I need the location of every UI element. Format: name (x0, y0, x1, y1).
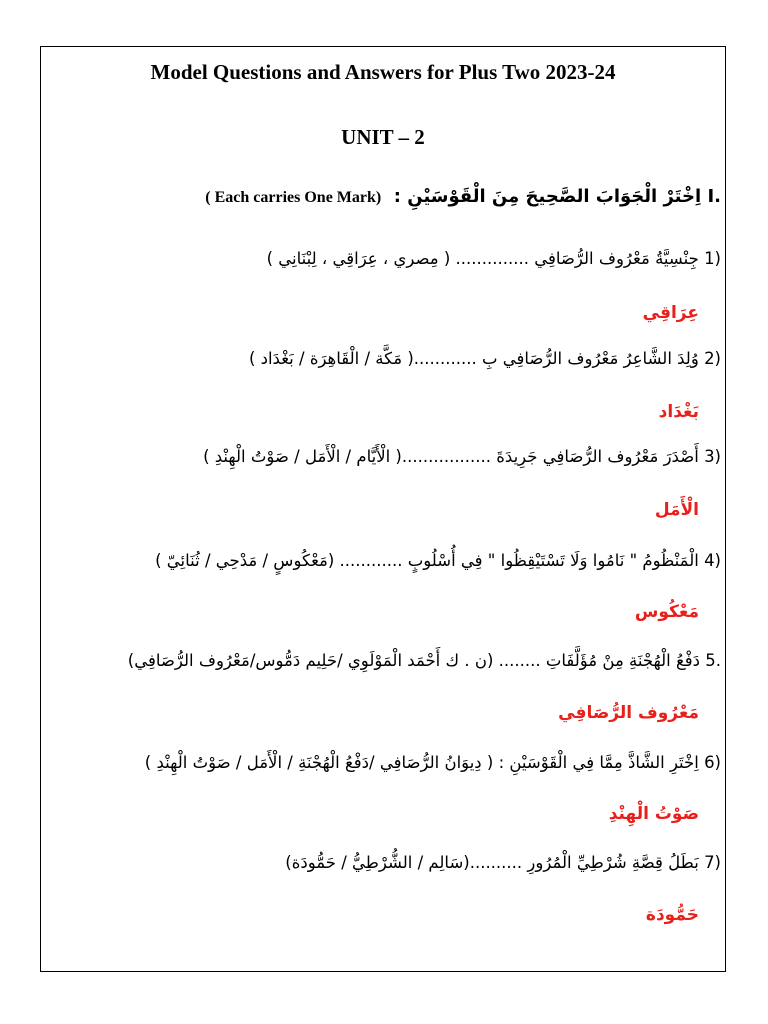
question-7 (47, 853, 721, 872)
question-text: الْمَنْظُومُ " نَامُوا وَلَا تَسْتَيْقِظُوا " فِي أُسْلُوبٍ ............ (مَعْكُوسٍ / مَدْحِي / ثُنَائِيّ ) (155, 551, 699, 570)
page-frame (40, 46, 726, 972)
answer-7: حَمُّودَة (645, 905, 699, 925)
question-5 (47, 651, 721, 670)
question-text: بَطَلُ قِصَّةِ شُرْطِيِّ الْمُرُورِ ..........(سَالِم / الشُّرْطِيُّ / حَمُّودَة) (285, 853, 699, 872)
question-number: 7) (704, 853, 721, 872)
question-number: 3) (704, 447, 721, 466)
question-2 (47, 349, 721, 368)
question-number: 5. (705, 651, 721, 670)
unit-heading: UNIT – 2 (341, 125, 425, 149)
question-text: دَفْعُ الْهُجْنَةِ مِنْ مُؤَلَّفَاتِ ........ (ن . ك أَحْمَد الْمَوْلَوِي /حَلِيم دَمُّوس/مَعْرُوف الرُّصَافِي) (127, 651, 700, 670)
answer-4: مَعْكُوس (634, 602, 699, 622)
answer-1: عِرَاقِي (642, 303, 699, 323)
section-heading (47, 186, 721, 207)
question-6 (47, 753, 721, 772)
question-text: جِنْسِيَّةُ مَعْرُوف الرُّصَافِي .............. ( مِصري ، عِرَاقِي ، لِبْنَانِي ) (266, 249, 699, 268)
section-title: اِخْتَرْ الْجَوَابَ الصَّحِيحَ مِنَ الْقَوْسَيْنِ : (393, 186, 702, 207)
answer-2: بَغْدَاد (658, 402, 699, 422)
question-number: 6) (704, 753, 721, 772)
question-text: أَصْدَرَ مَعْرُوف الرُّصَافِي جَرِيدَةَ .................( الْأَيَّام / الْأَمَل / صَوْتُ الْهِنْدِ ) (203, 447, 699, 466)
question-text: اِخْتَرِ الشَّاذَّ مِمَّا فِي الْقَوْسَيْنِ : ( دِيوَانُ الرُّصَافِي /دَفْعُ الْهُجْنَةِ / الْأَمَل / صَوْتُ الْهِنْدِ ) (144, 753, 699, 772)
answer-5: مَعْرُوف الرُّصَافِي (558, 703, 699, 723)
answer-6: صَوْتُ الْهِنْدِ (608, 804, 699, 824)
section-number: I. (707, 186, 721, 207)
question-3 (47, 447, 721, 466)
question-4 (47, 551, 721, 570)
section-marks: ( Each carries One Mark) (205, 189, 382, 206)
question-text: وُلِدَ الشَّاعِرُ مَعْرُوف الرُّصَافِي بِ ............( مَكَّة / الْقَاهِرَة / بَغْدَاد ) (248, 349, 699, 368)
question-number: 4) (704, 551, 721, 570)
answer-3: الْأَمَل (654, 500, 699, 520)
question-number: 1) (704, 249, 721, 268)
question-1 (47, 249, 721, 268)
page-title: Model Questions and Answers for Plus Two 2023-24 (150, 60, 616, 84)
question-number: 2) (704, 349, 721, 368)
